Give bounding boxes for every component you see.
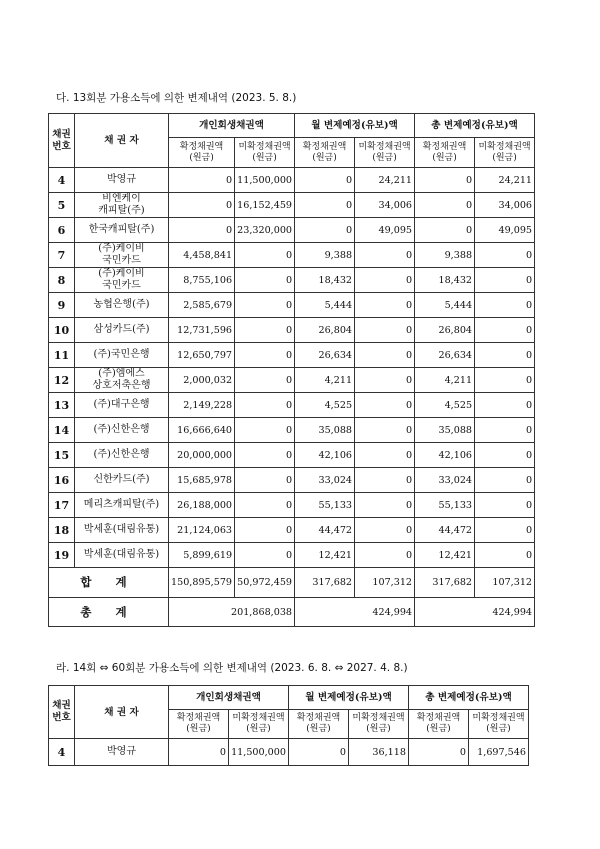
creditor-name: (주)대구은행 xyxy=(75,393,169,418)
unconfirmed-total: 0 xyxy=(475,293,535,318)
claim-no: 8 xyxy=(49,268,75,293)
confirmed-monthly: 9,388 xyxy=(295,243,355,268)
unconfirmed-monthly: 0 xyxy=(355,543,415,568)
confirmed-claim: 0 xyxy=(169,218,235,243)
confirmed-monthly: 42,106 xyxy=(295,443,355,468)
unconfirmed-claim: 0 xyxy=(235,293,295,318)
section-d-title: 라. 14회 ⇔ 60회분 가용소득에 의한 변제내역 (2023. 6. 8. ⇔ 2027. 4. 8.) xyxy=(56,662,408,674)
unconfirmed-claim: 0 xyxy=(235,468,295,493)
claim-no: 11 xyxy=(49,343,75,368)
table-row xyxy=(49,493,535,518)
confirmed-total: 35,088 xyxy=(415,418,475,443)
unconfirmed-total: 0 xyxy=(475,268,535,293)
claim-no: 16 xyxy=(49,468,75,493)
confirmed-claim: 21,124,063 xyxy=(169,518,235,543)
unconfirmed-total: 24,211 xyxy=(475,168,535,193)
creditor-name: 메리츠캐피탈(주) xyxy=(75,493,169,518)
header-unconfirmed: 미확정채권액 (원금) xyxy=(235,138,295,168)
claim-no: 12 xyxy=(49,368,75,393)
unconfirmed-claim: 16,152,459 xyxy=(235,193,295,218)
unconfirmed-total: 0 xyxy=(475,368,535,393)
unconfirmed-total: 1,697,546 xyxy=(469,739,529,766)
confirmed-claim: 12,650,797 xyxy=(169,343,235,368)
table-row xyxy=(49,343,535,368)
unconfirmed-total: 34,006 xyxy=(475,193,535,218)
header-creditor: 채 권 자 xyxy=(75,114,169,168)
unconfirmed-claim: 0 xyxy=(235,493,295,518)
unconfirmed-monthly: 36,118 xyxy=(349,739,409,766)
grand-total-row xyxy=(49,598,535,627)
table-row xyxy=(49,243,535,268)
unconfirmed-total: 0 xyxy=(475,518,535,543)
table-row xyxy=(49,418,535,443)
confirmed-claim: 2,585,679 xyxy=(169,293,235,318)
subtotal-label: 합 계 xyxy=(49,568,169,598)
header-monthly-repayment: 월 변제예정(유보)액 xyxy=(289,686,409,710)
confirmed-monthly: 55,133 xyxy=(295,493,355,518)
claim-no: 14 xyxy=(49,418,75,443)
subtotal-confirmed-claim: 150,895,579 xyxy=(169,568,235,598)
unconfirmed-monthly: 0 xyxy=(355,493,415,518)
creditor-name: (주)신한은행 xyxy=(75,418,169,443)
unconfirmed-monthly: 0 xyxy=(355,343,415,368)
unconfirmed-total: 0 xyxy=(475,493,535,518)
unconfirmed-claim: 11,500,000 xyxy=(235,168,295,193)
unconfirmed-claim: 0 xyxy=(235,268,295,293)
confirmed-total: 0 xyxy=(409,739,469,766)
creditor-name: 박세훈(대림유통) xyxy=(75,518,169,543)
table-row xyxy=(49,543,535,568)
unconfirmed-monthly: 24,211 xyxy=(355,168,415,193)
unconfirmed-total: 0 xyxy=(475,393,535,418)
unconfirmed-claim: 0 xyxy=(235,393,295,418)
confirmed-claim: 0 xyxy=(169,193,235,218)
claim-no: 5 xyxy=(49,193,75,218)
confirmed-claim: 26,188,000 xyxy=(169,493,235,518)
claim-no: 17 xyxy=(49,493,75,518)
table-row xyxy=(49,293,535,318)
unconfirmed-monthly: 0 xyxy=(355,293,415,318)
confirmed-monthly: 0 xyxy=(295,168,355,193)
confirmed-monthly: 44,472 xyxy=(295,518,355,543)
confirmed-claim: 2,149,228 xyxy=(169,393,235,418)
unconfirmed-total: 0 xyxy=(475,418,535,443)
unconfirmed-total: 0 xyxy=(475,443,535,468)
creditor-name: 비엔케이 캐피탈(주) xyxy=(75,193,169,218)
header-confirmed: 확정채권액 (원금) xyxy=(295,138,355,168)
creditor-name: (주)엠에스 상호저축은행 xyxy=(75,368,169,393)
table-row xyxy=(49,368,535,393)
creditor-name: (주)케이비 국민카드 xyxy=(75,268,169,293)
subtotal-confirmed-total: 317,682 xyxy=(415,568,475,598)
table-row xyxy=(49,468,535,493)
header-confirmed: 확정채권액 (원금) xyxy=(289,710,349,739)
subtotal-confirmed-monthly: 317,682 xyxy=(295,568,355,598)
confirmed-total: 44,472 xyxy=(415,518,475,543)
confirmed-total: 42,106 xyxy=(415,443,475,468)
confirmed-claim: 16,666,640 xyxy=(169,418,235,443)
unconfirmed-monthly: 0 xyxy=(355,268,415,293)
claim-no: 13 xyxy=(49,393,75,418)
claim-no: 18 xyxy=(49,518,75,543)
creditor-name: 박세훈(대림유통) xyxy=(75,543,169,568)
creditor-name: 박영규 xyxy=(75,168,169,193)
unconfirmed-total: 0 xyxy=(475,343,535,368)
header-claim-no: 채권 번호 xyxy=(49,114,75,168)
creditor-name: 박영규 xyxy=(75,739,169,766)
unconfirmed-claim: 0 xyxy=(235,543,295,568)
creditor-name: 삼성카드(주) xyxy=(75,318,169,343)
header-claim-no: 채권 번호 xyxy=(49,686,75,739)
claim-no: 9 xyxy=(49,293,75,318)
confirmed-monthly: 12,421 xyxy=(295,543,355,568)
unconfirmed-claim: 0 xyxy=(235,443,295,468)
confirmed-monthly: 18,432 xyxy=(295,268,355,293)
header-unconfirmed: 미확정채권액 (원금) xyxy=(229,710,289,739)
unconfirmed-monthly: 34,006 xyxy=(355,193,415,218)
confirmed-total: 0 xyxy=(415,168,475,193)
unconfirmed-claim: 0 xyxy=(235,368,295,393)
creditor-name: (주)케이비 국민카드 xyxy=(75,243,169,268)
header-claim-amount: 개인회생채권액 xyxy=(169,686,289,710)
table-row xyxy=(49,443,535,468)
confirmed-claim: 12,731,596 xyxy=(169,318,235,343)
confirmed-total: 0 xyxy=(415,193,475,218)
unconfirmed-claim: 0 xyxy=(235,343,295,368)
claim-no: 19 xyxy=(49,543,75,568)
confirmed-monthly: 4,211 xyxy=(295,368,355,393)
unconfirmed-claim: 0 xyxy=(235,318,295,343)
confirmed-total: 0 xyxy=(415,218,475,243)
table-row xyxy=(49,218,535,243)
grand-total-label: 총 계 xyxy=(49,598,169,627)
claim-no: 7 xyxy=(49,243,75,268)
confirmed-total: 33,024 xyxy=(415,468,475,493)
header-total-repayment: 총 변제예정(유보)액 xyxy=(409,686,529,710)
header-unconfirmed: 미확정채권액 (원금) xyxy=(355,138,415,168)
confirmed-total: 26,804 xyxy=(415,318,475,343)
creditor-name: 신한카드(주) xyxy=(75,468,169,493)
unconfirmed-claim: 0 xyxy=(235,418,295,443)
confirmed-claim: 20,000,000 xyxy=(169,443,235,468)
claim-no: 4 xyxy=(49,739,75,766)
confirmed-monthly: 35,088 xyxy=(295,418,355,443)
unconfirmed-monthly: 0 xyxy=(355,518,415,543)
claim-no: 10 xyxy=(49,318,75,343)
unconfirmed-total: 0 xyxy=(475,318,535,343)
creditor-name: (주)신한은행 xyxy=(75,443,169,468)
header-unconfirmed: 미확정채권액 (원금) xyxy=(475,138,535,168)
claim-no: 6 xyxy=(49,218,75,243)
subtotal-row xyxy=(49,568,535,598)
creditor-name: (주)국민은행 xyxy=(75,343,169,368)
claim-no: 15 xyxy=(49,443,75,468)
unconfirmed-monthly: 49,095 xyxy=(355,218,415,243)
confirmed-monthly: 5,444 xyxy=(295,293,355,318)
header-confirmed: 확정채권액 (원금) xyxy=(409,710,469,739)
confirmed-monthly: 0 xyxy=(295,193,355,218)
confirmed-monthly: 33,024 xyxy=(295,468,355,493)
grand-total-monthly: 424,994 xyxy=(295,598,415,627)
unconfirmed-monthly: 0 xyxy=(355,393,415,418)
unconfirmed-claim: 23,320,000 xyxy=(235,218,295,243)
header-claim-amount: 개인회생채권액 xyxy=(169,114,295,138)
header-confirmed: 확정채권액 (원금) xyxy=(169,138,235,168)
confirmed-total: 18,432 xyxy=(415,268,475,293)
table-row xyxy=(49,268,535,293)
table-row xyxy=(49,739,529,766)
confirmed-total: 4,525 xyxy=(415,393,475,418)
confirmed-claim: 15,685,978 xyxy=(169,468,235,493)
unconfirmed-total: 0 xyxy=(475,243,535,268)
repayment-table-13th xyxy=(48,113,535,627)
grand-total-claim: 201,868,038 xyxy=(169,598,295,627)
confirmed-claim: 4,458,841 xyxy=(169,243,235,268)
unconfirmed-monthly: 0 xyxy=(355,418,415,443)
header-total-repayment: 총 변제예정(유보)액 xyxy=(415,114,535,138)
unconfirmed-total: 49,095 xyxy=(475,218,535,243)
unconfirmed-monthly: 0 xyxy=(355,318,415,343)
confirmed-monthly: 26,634 xyxy=(295,343,355,368)
confirmed-claim: 2,000,032 xyxy=(169,368,235,393)
header-confirmed: 확정채권액 (원금) xyxy=(415,138,475,168)
confirmed-monthly: 4,525 xyxy=(295,393,355,418)
unconfirmed-monthly: 0 xyxy=(355,468,415,493)
confirmed-claim: 0 xyxy=(169,739,229,766)
unconfirmed-claim: 0 xyxy=(235,518,295,543)
confirmed-monthly: 26,804 xyxy=(295,318,355,343)
grand-total-repayment: 424,994 xyxy=(415,598,535,627)
unconfirmed-claim: 11,500,000 xyxy=(229,739,289,766)
header-creditor: 채 권 자 xyxy=(75,686,169,739)
table-row xyxy=(49,393,535,418)
subtotal-unconfirmed-total: 107,312 xyxy=(475,568,535,598)
section-c-title: 다. 13회분 가용소득에 의한 변제내역 (2023. 5. 8.) xyxy=(56,92,297,104)
subtotal-unconfirmed-monthly: 107,312 xyxy=(355,568,415,598)
creditor-name: 한국캐피탈(주) xyxy=(75,218,169,243)
header-unconfirmed: 미확정채권액 (원금) xyxy=(349,710,409,739)
repayment-table-14-60th xyxy=(48,685,529,766)
confirmed-total: 4,211 xyxy=(415,368,475,393)
unconfirmed-monthly: 0 xyxy=(355,368,415,393)
confirmed-total: 9,388 xyxy=(415,243,475,268)
confirmed-monthly: 0 xyxy=(289,739,349,766)
creditor-name: 농협은행(주) xyxy=(75,293,169,318)
confirmed-total: 12,421 xyxy=(415,543,475,568)
subtotal-unconfirmed-claim: 50,972,459 xyxy=(235,568,295,598)
confirmed-claim: 0 xyxy=(169,168,235,193)
header-confirmed: 확정채권액 (원금) xyxy=(169,710,229,739)
unconfirmed-claim: 0 xyxy=(235,243,295,268)
unconfirmed-total: 0 xyxy=(475,543,535,568)
confirmed-claim: 5,899,619 xyxy=(169,543,235,568)
confirmed-claim: 8,755,106 xyxy=(169,268,235,293)
confirmed-monthly: 0 xyxy=(295,218,355,243)
header-unconfirmed: 미확정채권액 (원금) xyxy=(469,710,529,739)
table-row xyxy=(49,168,535,193)
confirmed-total: 26,634 xyxy=(415,343,475,368)
unconfirmed-total: 0 xyxy=(475,468,535,493)
confirmed-total: 55,133 xyxy=(415,493,475,518)
header-monthly-repayment: 월 변제예정(유보)액 xyxy=(295,114,415,138)
table-row xyxy=(49,518,535,543)
confirmed-total: 5,444 xyxy=(415,293,475,318)
unconfirmed-monthly: 0 xyxy=(355,243,415,268)
claim-no: 4 xyxy=(49,168,75,193)
unconfirmed-monthly: 0 xyxy=(355,443,415,468)
table-row xyxy=(49,318,535,343)
table-row xyxy=(49,193,535,218)
